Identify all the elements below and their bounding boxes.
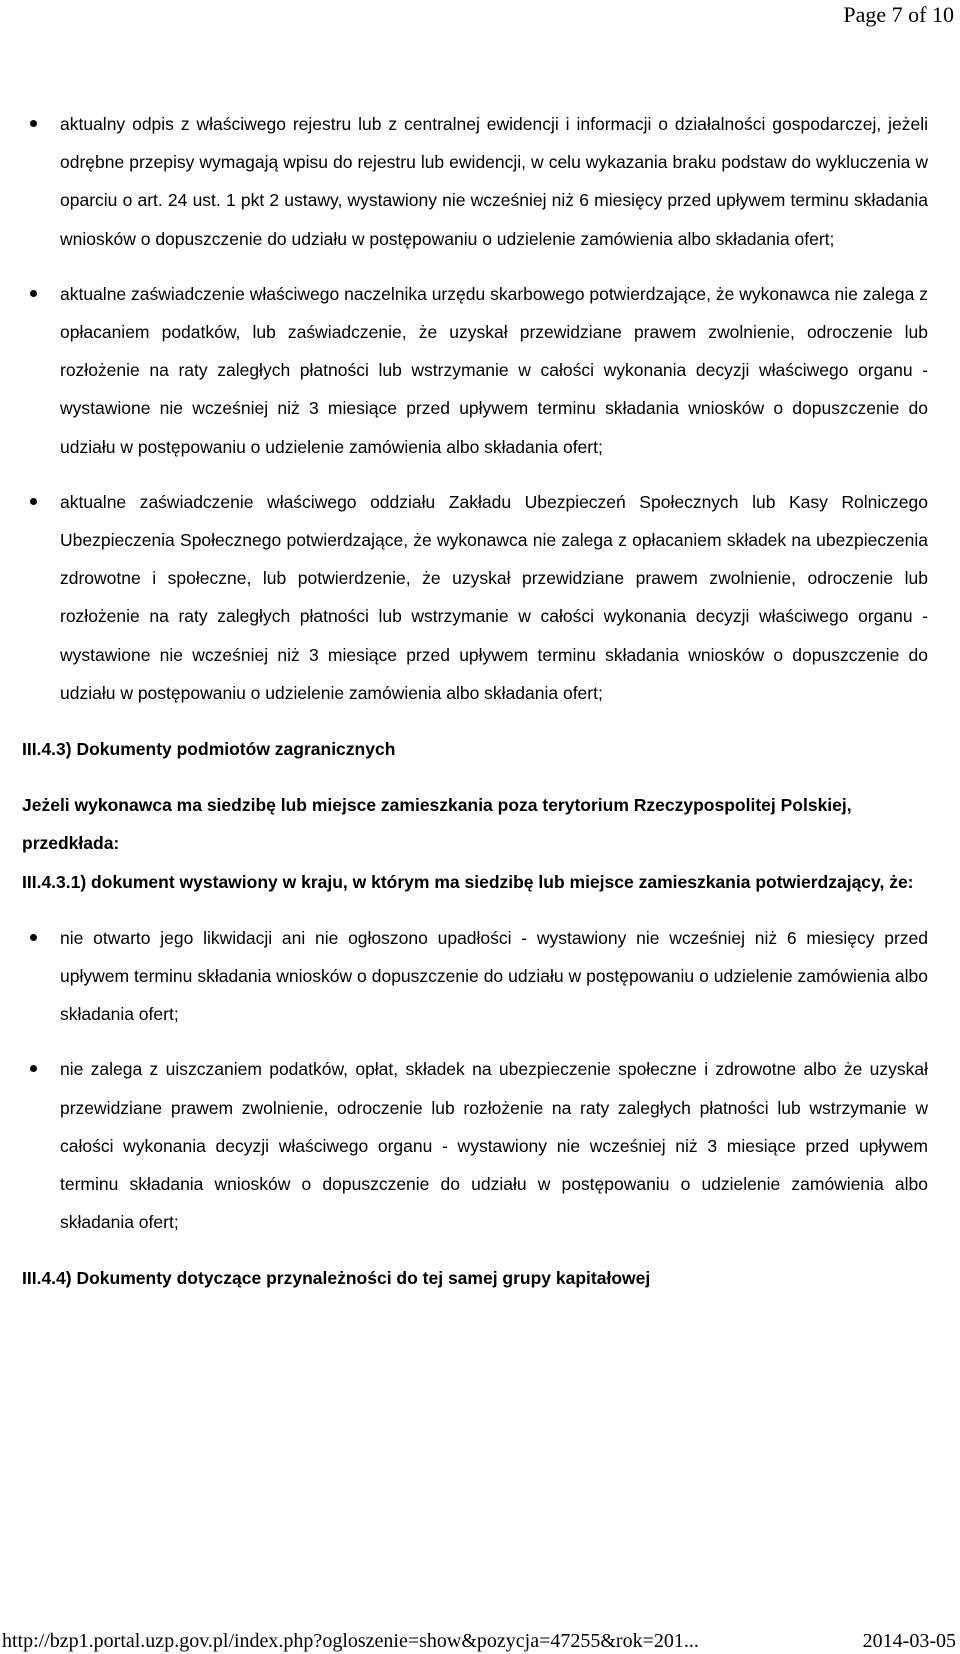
- bullet-icon: [30, 498, 37, 505]
- required-documents-list: [22, 105, 928, 712]
- bullet-icon: [30, 120, 37, 127]
- bullet-icon: [30, 1065, 37, 1072]
- foreign-entities-subheading: III.4.3.1) dokument wystawiony w kraju, w którym ma siedzibę lub miejsce zamieszkania potwierdzający, że:: [22, 871, 914, 892]
- section-heading-capital-group: III.4.4) Dokumenty dotyczące przynależności do tej samej grupy kapitałowej: [22, 1268, 651, 1289]
- list-item-text: aktualne zaświadczenie właściwego naczelnika urzędu skarbowego potwierdzające, że wykonawca nie zalega z opłacaniem podatków, lub zaświadczenie, że uzyskał przewidziane prawem zwolnienie, odroczenie lub rozłożenie na raty zaległych płatności lub wstrzymanie w całości wykonania decyzji właściwego organu - wystawione nie wcześniej niż 3 miesiące przed upływem terminu składania wniosków o dopuszczenie do udziału w postępowaniu o udzielenie zamówienia albo składania ofert;: [60, 283, 928, 457]
- list-item: [22, 275, 928, 466]
- list-item: [22, 105, 928, 258]
- list-item-text: nie otwarto jego likwidacji ani nie ogłoszono upadłości - wystawiony nie wcześniej niż 6 miesięcy przed upływem terminu składania wniosków o dopuszczenie do udziału w postępowaniu o udzielenie zamówienia albo składania ofert;: [60, 927, 928, 1025]
- footer-url: http://bzp1.portal.uzp.gov.pl/index.php?ogloszenie=show&pozycja=47255&rok=201...: [2, 1630, 699, 1652]
- list-item-text: nie zalega z uiszczaniem podatków, opłat, składek na ubezpieczenie społeczne i zdrowotne albo że uzyskał przewidziane prawem zwolnienie, odroczenie lub rozłożenie na raty zaległych płatności lub wstrzymanie w całości wykonania decyzji właściwego organu - wystawiony nie wcześniej niż 3 miesiące przed upływem terminu składania wniosków o dopuszczenie do udziału w postępowaniu o udzielenie zamówienia albo składania ofert;: [60, 1059, 928, 1233]
- list-item: [22, 919, 928, 1034]
- foreign-documents-list: [22, 919, 928, 1242]
- list-item-text: aktualne zaświadczenie właściwego oddziału Zakładu Ubezpieczeń Społecznych lub Kasy Rolniczego Ubezpieczenia Społecznego potwierdzające, że wykonawca nie zalega z opłacaniem składek na ubezpieczenia zdrowotne i społeczne, lub potwierdzenie, że uzyskał przewidziane prawem zwolnienie, odroczenie lub rozłożenie na raty zaległych płatności lub wstrzymanie w całości wykonania decyzji właściwego organu - wystawione nie wcześniej niż 3 miesiące przed upływem terminu składania wniosków o dopuszczenie do udziału w postępowaniu o udzielenie zamówienia albo składania ofert;: [60, 491, 928, 703]
- list-item: [22, 483, 928, 712]
- section-heading-foreign-entities: III.4.3) Dokumenty podmiotów zagranicznych: [22, 739, 396, 760]
- list-item-text: aktualny odpis z właściwego rejestru lub z centralnej ewidencji i informacji o działalności gospodarczej, jeżeli odrębne przepisy wymagają wpisu do rejestru lub ewidencji, w celu wykazania braku podstaw do wykluczenia w oparciu o art. 24 ust. 1 pkt 2 ustawy, wystawiony nie wcześniej niż 6 miesięcy przed upływem terminu składania wniosków o dopuszczenie do udziału w postępowaniu o udzielenie zamówienia albo składania ofert;: [60, 114, 928, 249]
- list-item: [22, 1050, 928, 1241]
- footer-date: 2014-03-05: [862, 1630, 956, 1652]
- bullet-icon: [30, 290, 37, 297]
- bullet-icon: [30, 934, 37, 941]
- page-indicator: Page 7 of 10: [843, 2, 954, 27]
- document-content: [22, 105, 928, 1298]
- foreign-entities-intro: Jeżeli wykonawca ma siedzibę lub miejsce zamieszkania poza terytorium Rzeczypospolitej Polskiej, przedkłada:: [22, 795, 852, 854]
